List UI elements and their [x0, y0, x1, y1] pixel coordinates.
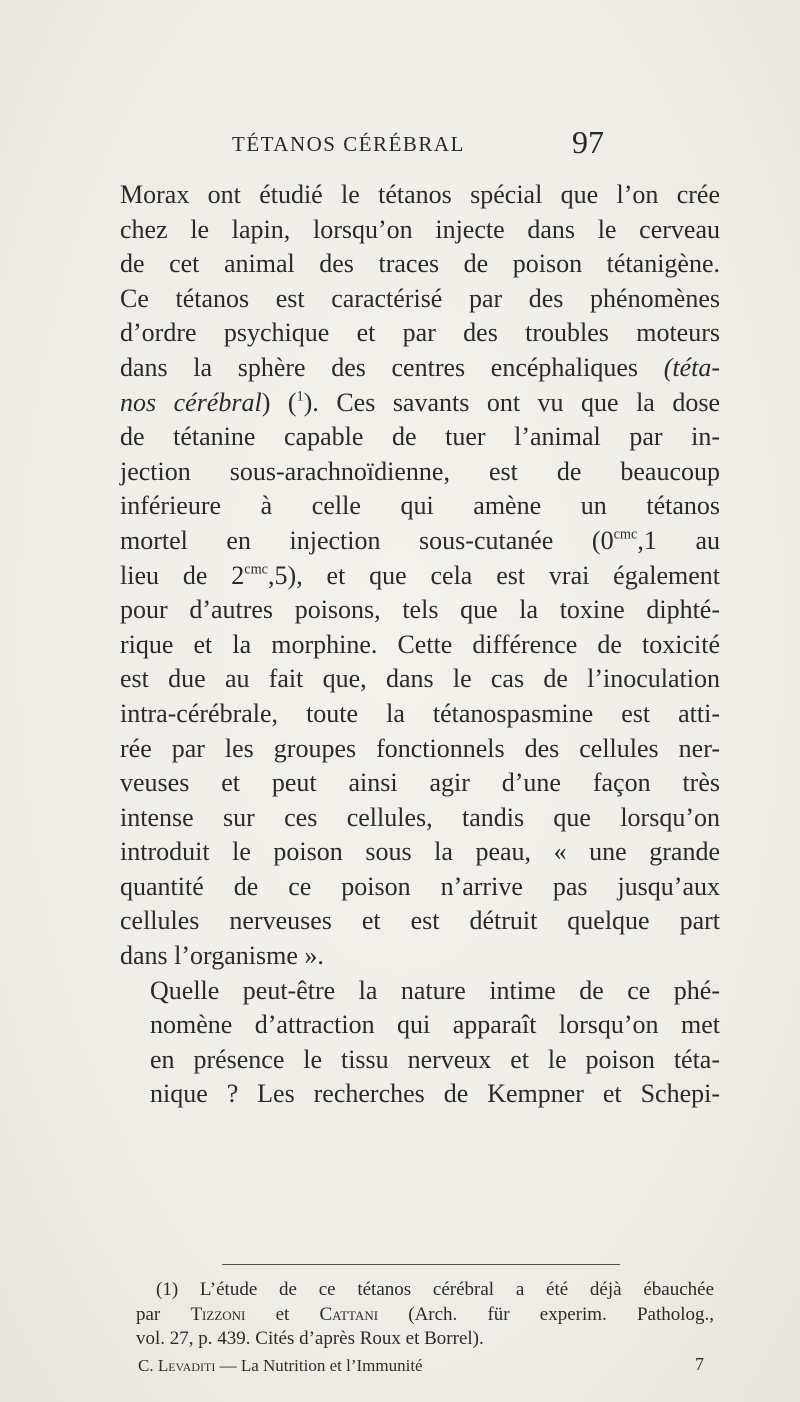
unit-superscript: cmc: [613, 526, 638, 543]
running-title: TÉTANOS CÉRÉBRAL: [232, 132, 465, 156]
footnote-mark: (1): [156, 1279, 179, 1300]
text-fragment: ). Ces savants ont vu que la dose: [303, 387, 720, 417]
text-line: intra-cérébrale, toute la tétanospasmine est atti-: [120, 698, 720, 728]
author-name: Cattani: [319, 1303, 379, 1325]
text-line: de tétanine capable de tuer l’animal par in-: [120, 422, 720, 452]
text-fragment: ) (: [261, 387, 297, 417]
text-fragment: au: [695, 525, 720, 555]
italic-term: nos cérébral: [120, 387, 262, 417]
paragraph-2: [120, 974, 720, 1112]
text-line: jection sous-arachnoïdienne, est de beaucoup: [120, 456, 720, 486]
text-fragment: et: [275, 1303, 290, 1325]
signature-sheet-number: 7: [695, 1354, 704, 1374]
text-line: introduit le poison sous la peau, « une grande: [120, 837, 720, 867]
text-line: chez le lapin, lorsqu’on injecte dans le cerveau: [120, 214, 720, 244]
footnote-line: [136, 1303, 714, 1328]
footnote-line: vol. 27, p. 439. Cités d’après Roux et Borrel).: [136, 1328, 484, 1349]
text-line: intense sur ces cellules, tandis que lorsqu’on: [120, 802, 720, 832]
text-fragment: mortel en injection sous-cutanée: [120, 525, 554, 555]
text-line: inférieure à celle qui amène un tétanos: [120, 491, 720, 521]
text-fragment: dans la sphère des centres encéphaliques: [120, 352, 639, 382]
text-line: veuses et peut ainsi agir d’une façon très: [120, 768, 720, 798]
text-line: [120, 351, 720, 386]
text-line: nomène d’attraction qui apparaît lorsqu’on met: [150, 1010, 720, 1040]
italic-term: (téta-: [663, 352, 721, 382]
text-fragment: lieu de: [120, 560, 208, 590]
text-line: [120, 559, 720, 594]
text-line: en présence le tissu nerveux et le poison téta-: [150, 1044, 720, 1074]
text-fragment: (0: [591, 525, 614, 555]
text-line: Quelle peut-être la nature intime de ce phé-: [150, 975, 720, 1005]
text-fragment: ,1: [637, 525, 657, 555]
footnote: [136, 1278, 714, 1352]
text-line: pour d’autres poisons, tels que la toxine diphté-: [120, 595, 720, 625]
text-line: rique et la morphine. Cette différence de toxicité: [120, 629, 720, 659]
text-fragment: (Arch. für experim. Patholog.,: [408, 1303, 715, 1325]
text-line: [120, 386, 720, 421]
text-line: Morax ont étudié le tétanos spécial que l’on crée: [120, 180, 720, 209]
text-line: est due au fait que, dans le cas de l’inoculation: [120, 664, 720, 694]
signature-book-title: La Nutrition et l’Immunité: [240, 1356, 423, 1375]
page-number: 97: [572, 124, 604, 160]
body-text: [120, 178, 720, 1112]
text-line: d’ordre psychique et par des troubles moteurs: [120, 318, 720, 348]
text-line: quantité de ce poison n’arrive pas jusqu’aux: [120, 871, 720, 901]
text-fragment: par: [136, 1303, 161, 1325]
text-fragment: 2: [231, 560, 245, 590]
author-name: Tizzoni: [190, 1303, 246, 1325]
text-line: Ce tétanos est caractérisé par des phénomènes: [120, 283, 720, 313]
text-line: de cet animal des traces de poison tétanigène.: [120, 249, 720, 279]
signature-separator: —: [219, 1356, 237, 1375]
text-fragment: ,5), et que cela est vrai également: [268, 560, 720, 590]
text-line: rée par les groupes fonctionnels des cellules ner-: [120, 733, 720, 763]
text-line: [120, 524, 720, 559]
text-line: dans l’organisme ».: [120, 941, 324, 971]
footnote-ref: 1: [296, 387, 304, 404]
footnote-line: [136, 1278, 714, 1303]
footnote-divider: [222, 1264, 620, 1265]
text-line: cellules nerveuses et est détruit quelque part: [120, 906, 720, 936]
text-fragment: L’étude de ce tétanos cérébral a été déjà ébauchée: [199, 1279, 714, 1300]
text-line: nique ? Les recherches de Kempner et Schepi-: [150, 1079, 720, 1109]
running-head: [0, 124, 800, 168]
signature-author: C. Levaditi: [138, 1356, 216, 1375]
printer-signature: [138, 1356, 704, 1376]
paragraph-1: [120, 178, 720, 974]
unit-superscript: cmc: [244, 560, 269, 577]
